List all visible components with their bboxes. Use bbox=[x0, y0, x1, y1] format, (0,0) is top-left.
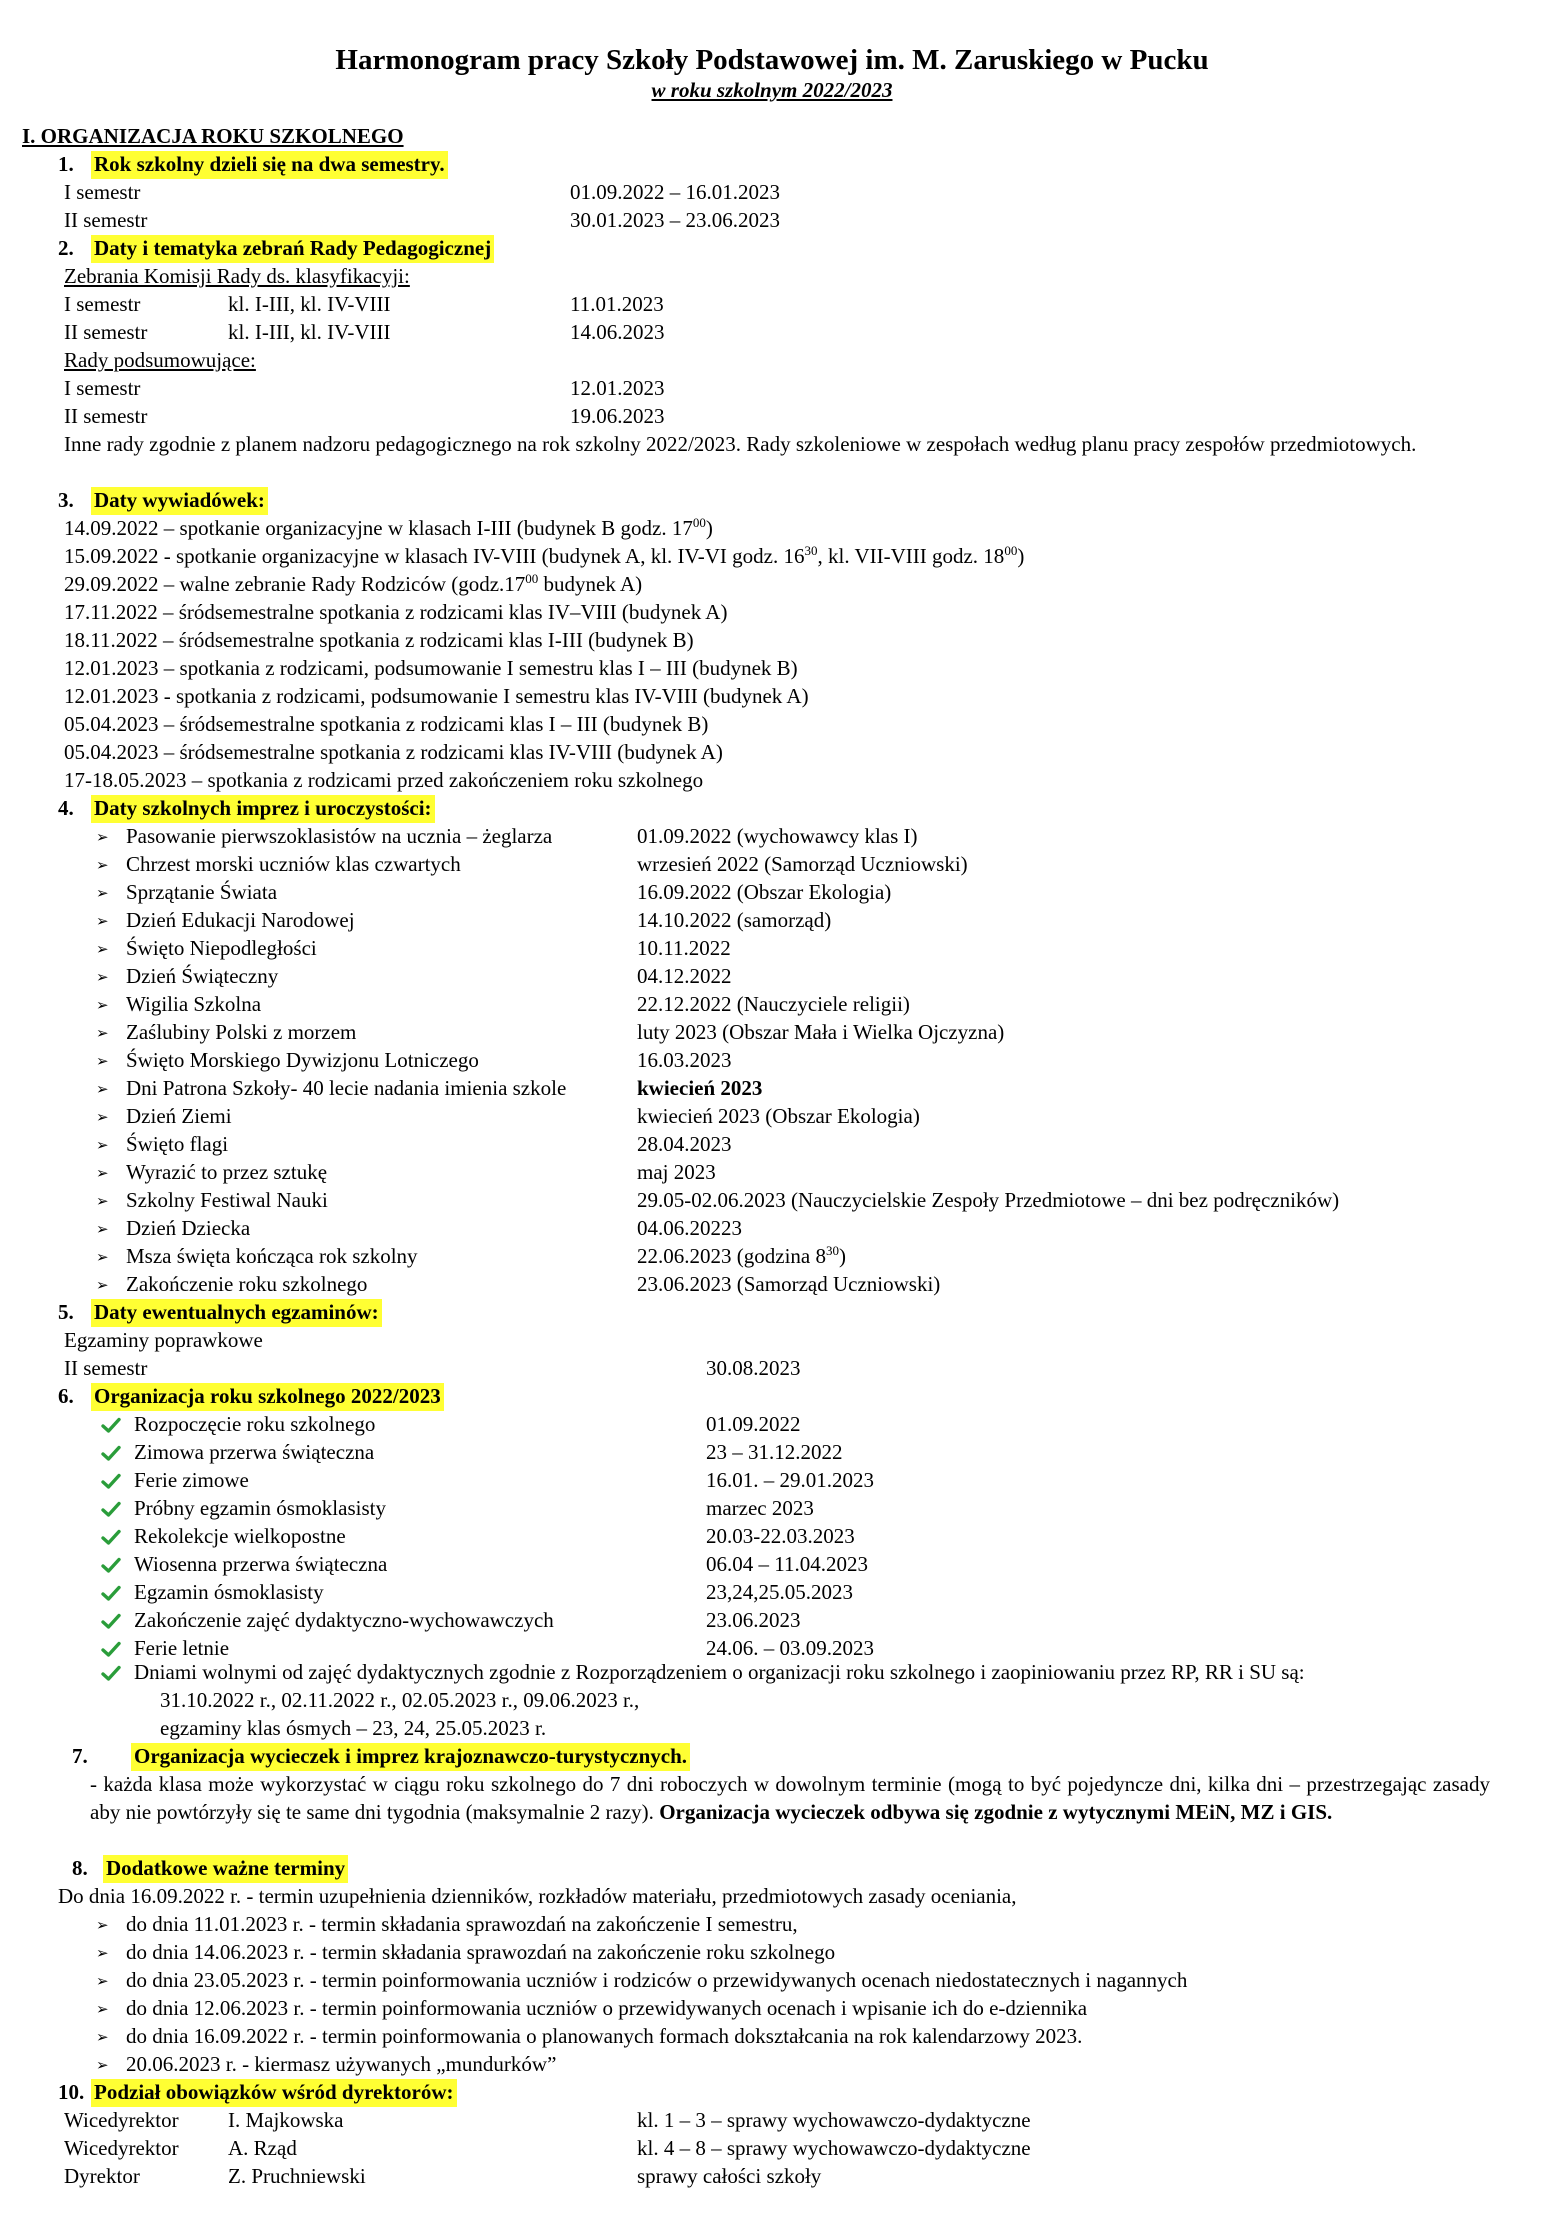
year-item-date: 24.06. – 03.09.2023 bbox=[706, 1636, 874, 1660]
event-date: 10.11.2022 bbox=[637, 936, 731, 960]
duty-scope: kl. 1 – 3 – sprawy wychowawczo-dydaktyczne bbox=[637, 2108, 1031, 2132]
deadline-item: do dnia 23.05.2023 r. - termin poinformowania uczniów i rodziców o przewidywanych ocenach niedostatecznych i nagannych bbox=[126, 1968, 1188, 1992]
check-icon bbox=[101, 1527, 121, 1547]
event-name: Szkolny Festiwal Nauki bbox=[126, 1188, 328, 1212]
arrow-icon: ➢ bbox=[96, 858, 109, 874]
deadlines-intro: Do dnia 16.09.2022 r. - termin uzupełnienia dzienników, rozkładów materiału, przedmiotowych zasady oceniania, bbox=[58, 1884, 1017, 1908]
year-item-date: 20.03-22.03.2023 bbox=[706, 1524, 855, 1548]
event-date: 28.04.2023 bbox=[637, 1132, 732, 1156]
event-name: Dzień Edukacji Narodowej bbox=[126, 908, 355, 932]
year-item-name: Rozpoczęcie roku szkolnego bbox=[134, 1412, 376, 1436]
deadline-item: 20.06.2023 r. - kiermasz używanych „mundurków” bbox=[126, 2052, 557, 2076]
event-date: 14.10.2022 (samorząd) bbox=[637, 908, 832, 932]
event-name: Sprzątanie Świata bbox=[126, 880, 278, 904]
arrow-icon: ➢ bbox=[96, 1974, 109, 1990]
row-label: II semestr bbox=[64, 208, 148, 232]
subheading-summary: Rady podsumowujące: bbox=[64, 348, 256, 372]
event-date: 16.09.2022 (Obszar Ekologia) bbox=[637, 880, 892, 904]
meeting-item: 14.09.2022 – spotkanie organizacyjne w klasach I-III (budynek B godz. $17^{00}$) bbox=[64, 515, 713, 540]
year-item-name: Wiosenna przerwa świąteczna bbox=[134, 1552, 388, 1576]
year-item-date: marzec 2023 bbox=[706, 1496, 814, 1520]
row-value: 12.01.2023 bbox=[570, 376, 665, 400]
free-days-text: Dniami wolnymi od zajęć dydaktycznych zgodnie z Rozporządzeniem o organizacji roku szkolnego i zaopiniowaniu przez RP, RR i SU są: bbox=[134, 1660, 1305, 1684]
exams-subheading: Egzaminy poprawkowe bbox=[64, 1328, 263, 1352]
event-date: luty 2023 (Obszar Mała i Wielka Ojczyzna) bbox=[637, 1020, 1005, 1044]
heading-number: 2. bbox=[58, 236, 74, 260]
duty-name: A. Rząd bbox=[228, 2136, 297, 2160]
row-label: I semestr bbox=[64, 180, 141, 204]
arrow-icon: ➢ bbox=[96, 1082, 109, 1098]
heading-events: Daty szkolnych imprez i uroczystości: bbox=[91, 795, 435, 823]
check-icon bbox=[101, 1663, 121, 1683]
year-item-date: 23.06.2023 bbox=[706, 1608, 801, 1632]
row-label: I semestr bbox=[64, 376, 141, 400]
arrow-icon: ➢ bbox=[96, 1026, 109, 1042]
year-item-name: Egzamin ósmoklasisty bbox=[134, 1580, 324, 1604]
event-name: Wigilia Szkolna bbox=[126, 992, 262, 1016]
heading-number: 6. bbox=[58, 1384, 74, 1408]
arrow-icon: ➢ bbox=[96, 1138, 109, 1154]
arrow-icon: ➢ bbox=[96, 998, 109, 1014]
document-subtitle: w roku szkolnym 2022/2023 bbox=[651, 78, 893, 102]
arrow-icon: ➢ bbox=[96, 1110, 109, 1126]
row-value: 30.08.2023 bbox=[706, 1356, 801, 1380]
arrow-icon: ➢ bbox=[96, 1054, 109, 1070]
row-label: II semestr bbox=[64, 1356, 148, 1380]
duty-scope: kl. 4 – 8 – sprawy wychowawczo-dydaktyczne bbox=[637, 2136, 1031, 2160]
arrow-icon: ➢ bbox=[96, 830, 109, 846]
arrow-icon: ➢ bbox=[96, 1250, 109, 1266]
document-title: Harmonogram pracy Szkoły Podstawowej im. M. Zaruskiego w Pucku bbox=[335, 44, 1209, 76]
heading-year-organization: Organizacja roku szkolnego 2022/2023 bbox=[91, 1383, 444, 1411]
year-item-name: Zakończenie zajęć dydaktyczno-wychowawczych bbox=[134, 1608, 554, 1632]
event-name: Zaślubiny Polski z morzem bbox=[126, 1020, 357, 1044]
event-name: Święto flagi bbox=[126, 1132, 229, 1156]
deadline-item: do dnia 11.01.2023 r. - termin składania sprawozdań na zakończenie I semestru, bbox=[126, 1912, 798, 1936]
duty-role: Dyrektor bbox=[64, 2164, 140, 2188]
check-icon bbox=[101, 1555, 121, 1575]
heading-number: 8. bbox=[72, 1856, 88, 1880]
arrow-icon: ➢ bbox=[96, 1946, 109, 1962]
event-date: 04.06.20223 bbox=[637, 1216, 742, 1240]
event-date-text: ) bbox=[838, 1244, 846, 1268]
event-name: Dzień Dziecka bbox=[126, 1216, 251, 1240]
event-date: kwiecień 2023 bbox=[637, 1076, 763, 1100]
event-name: Dni Patrona Szkoły- 40 lecie nadania imienia szkole bbox=[126, 1076, 567, 1100]
check-icon bbox=[101, 1415, 121, 1435]
duty-scope: sprawy całości szkoły bbox=[637, 2164, 822, 2188]
row-value: 11.01.2023 bbox=[570, 292, 664, 316]
year-item-date: 23,24,25.05.2023 bbox=[706, 1580, 853, 1604]
event-date: 16.03.2023 bbox=[637, 1048, 732, 1072]
heading-trips: Organizacja wycieczek i imprez krajoznawczo-turystycznych. bbox=[131, 1743, 690, 1771]
check-icon bbox=[101, 1611, 121, 1631]
event-date: 22.12.2022 (Nauczyciele religii) bbox=[637, 992, 910, 1016]
event-date: 01.09.2022 (wychowawcy klas I) bbox=[637, 824, 918, 848]
event-name: Dzień Świąteczny bbox=[126, 964, 279, 988]
arrow-icon: ➢ bbox=[96, 1278, 109, 1294]
arrow-icon: ➢ bbox=[96, 2002, 109, 2018]
event-name: Wyrazić to przez sztukę bbox=[126, 1160, 328, 1184]
heading-number: 4. bbox=[58, 796, 74, 820]
heading-deadlines: Dodatkowe ważne terminy bbox=[103, 1855, 348, 1883]
arrow-icon: ➢ bbox=[96, 1222, 109, 1238]
heading-number: 3. bbox=[58, 488, 74, 512]
heading-semesters: Rok szkolny dzieli się na dwa semestry. bbox=[91, 151, 448, 179]
check-icon bbox=[101, 1499, 121, 1519]
free-days-exams: egzaminy klas ósmych – 23, 24, 25.05.2023 r. bbox=[160, 1716, 547, 1740]
row-value: 01.09.2022 – 16.01.2023 bbox=[570, 180, 780, 204]
arrow-icon: ➢ bbox=[96, 970, 109, 986]
arrow-icon: ➢ bbox=[96, 1194, 109, 1210]
arrow-icon: ➢ bbox=[96, 886, 109, 902]
year-item-date: 06.04 – 11.04.2023 bbox=[706, 1552, 868, 1576]
trips-text: - każda klasa może wykorzystać w ciągu roku szkolnego do 7 dni roboczych w dowolnym terminie (mogą to być pojedyncze dni, kilka dni – przestrzegając zasady aby nie powtórzyły się te same dni tygodnia (maksymalnie 2 razy). Organizacja wycieczek odbywa się zgodnie z wytycznymi MEiN, MZ i GIS. bbox=[90, 1772, 1490, 1824]
event-date: 04.12.2022 bbox=[637, 964, 732, 988]
check-icon bbox=[101, 1471, 121, 1491]
year-item-name: Rekolekcje wielkopostne bbox=[134, 1524, 346, 1548]
event-date bbox=[637, 1243, 846, 1271]
event-date: kwiecień 2023 (Obszar Ekologia) bbox=[637, 1104, 920, 1128]
heading-council: Daty i tematyka zebrań Rady Pedagogicznej bbox=[91, 235, 494, 263]
heading-number: 5. bbox=[58, 1300, 74, 1324]
arrow-icon: ➢ bbox=[96, 942, 109, 958]
arrow-icon: ➢ bbox=[96, 2030, 109, 2046]
check-icon bbox=[101, 1443, 121, 1463]
meeting-item: 15.09.2022 - spotkanie organizacyjne w klasach IV-VIII (budynek A, kl. IV-VI godz. $16^{30}$, kl. VII-VIII godz. $18^{00}$) bbox=[64, 543, 1025, 568]
row-classes: kl. I-III, kl. IV-VIII bbox=[228, 320, 391, 344]
duty-name: I. Majkowska bbox=[228, 2108, 344, 2132]
event-date: 29.05-02.06.2023 (Nauczycielskie Zespoły Przedmiotowe – dni bez podręczników) bbox=[637, 1188, 1340, 1212]
heading-duties: Podział obowiązków wśród dyrektorów: bbox=[91, 2079, 457, 2107]
section-title: I. ORGANIZACJA ROKU SZKOLNEGO bbox=[22, 124, 404, 148]
arrow-icon: ➢ bbox=[96, 1166, 109, 1182]
row-classes: kl. I-III, kl. IV-VIII bbox=[228, 292, 391, 316]
subheading-classification: Zebrania Komisji Rady ds. klasyfikacyji: bbox=[64, 264, 410, 288]
duty-role: Wicedyrektor bbox=[64, 2108, 179, 2132]
event-name: Dzień Ziemi bbox=[126, 1104, 232, 1128]
event-name: Zakończenie roku szkolnego bbox=[126, 1272, 368, 1296]
meeting-item: 12.01.2023 - spotkania z rodzicami, podsumowanie I semestru klas IV-VIII (budynek A) bbox=[64, 684, 809, 708]
duty-role: Wicedyrektor bbox=[64, 2136, 179, 2160]
year-item-name: Zimowa przerwa świąteczna bbox=[134, 1440, 375, 1464]
row-value: 19.06.2023 bbox=[570, 404, 665, 428]
deadline-item: do dnia 14.06.2023 r. - termin składania sprawozdań na zakończenie roku szkolnego bbox=[126, 1940, 836, 1964]
heading-meetings: Daty wywiadówek: bbox=[91, 487, 268, 515]
check-icon bbox=[101, 1639, 121, 1659]
row-label: I semestr bbox=[64, 292, 141, 316]
deadline-item: do dnia 12.06.2023 r. - termin poinformowania uczniów o przewidywanych ocenach i wpisanie ich do e-dziennika bbox=[126, 1996, 1088, 2020]
arrow-icon: ➢ bbox=[96, 2058, 109, 2074]
meeting-item: 05.04.2023 – śródsemestralne spotkania z rodzicami klas IV-VIII (budynek A) bbox=[64, 740, 723, 764]
meeting-item: 18.11.2022 – śródsemestralne spotkania z rodzicami klas I-III (budynek B) bbox=[64, 628, 694, 652]
meeting-item: 17.11.2022 – śródsemestralne spotkania z rodzicami klas IV–VIII (budynek A) bbox=[64, 600, 728, 624]
event-name: Pasowanie pierwszoklasistów na ucznia – żeglarza bbox=[126, 824, 553, 848]
meeting-item: 05.04.2023 – śródsemestralne spotkania z rodzicami klas I – III (budynek B) bbox=[64, 712, 709, 736]
event-date: wrzesień 2022 (Samorząd Uczniowski) bbox=[637, 852, 968, 876]
row-value: 30.01.2023 – 23.06.2023 bbox=[570, 208, 780, 232]
event-date-text: 22.06.2023 (godzina 8 bbox=[637, 1244, 826, 1268]
year-item-date: 16.01. – 29.01.2023 bbox=[706, 1468, 874, 1492]
heading-exams: Daty ewentualnych egzaminów: bbox=[91, 1299, 382, 1327]
row-label: II semestr bbox=[64, 404, 148, 428]
event-name: Chrzest morski uczniów klas czwartych bbox=[126, 852, 461, 876]
heading-number: 1. bbox=[58, 152, 74, 176]
meeting-item: 29.09.2022 – walne zebranie Rady Rodziców ($godz.17^{00}$ budynek A) bbox=[64, 571, 643, 596]
heading-number: 10. bbox=[58, 2080, 85, 2104]
meeting-item: 12.01.2023 – spotkania z rodzicami, podsumowanie I semestru klas I – III (budynek B) bbox=[64, 656, 798, 680]
event-name: Święto Niepodległości bbox=[126, 936, 317, 960]
check-icon bbox=[101, 1583, 121, 1603]
year-item-name: Ferie letnie bbox=[134, 1636, 230, 1660]
free-days-dates: 31.10.2022 r., 02.11.2022 r., 02.05.2023 r., 09.06.2023 r., bbox=[160, 1688, 640, 1712]
council-note: Inne rady zgodnie z planem nadzoru pedagogicznego na rok szkolny 2022/2023. Rady szkoleniowe w zespołach według planu pracy zespołów przedmiotowych. bbox=[64, 432, 1417, 456]
duty-name: Z. Pruchniewski bbox=[228, 2164, 366, 2188]
arrow-icon: ➢ bbox=[96, 914, 109, 930]
event-date: 23.06.2023 (Samorząd Uczniowski) bbox=[637, 1272, 941, 1296]
event-date-sup: 30 bbox=[825, 1243, 839, 1258]
event-date: maj 2023 bbox=[637, 1160, 716, 1184]
meeting-item: 17-18.05.2023 – spotkania z rodzicami przed zakończeniem roku szkolnego bbox=[64, 768, 704, 792]
event-name: Msza święta kończąca rok szkolny bbox=[126, 1244, 418, 1268]
deadline-item: do dnia 16.09.2022 r. - termin poinformowania o planowanych formach dokształcania na rok kalendarzowy 2023. bbox=[126, 2024, 1083, 2048]
heading-number: 7. bbox=[72, 1744, 88, 1768]
year-item-name: Ferie zimowe bbox=[134, 1468, 249, 1492]
row-value: 14.06.2023 bbox=[570, 320, 665, 344]
year-item-date: 01.09.2022 bbox=[706, 1412, 801, 1436]
arrow-icon: ➢ bbox=[96, 1918, 109, 1934]
row-label: II semestr bbox=[64, 320, 148, 344]
event-name: Święto Morskiego Dywizjonu Lotniczego bbox=[126, 1048, 479, 1072]
year-item-name: Próbny egzamin ósmoklasisty bbox=[134, 1496, 386, 1520]
year-item-date: 23 – 31.12.2022 bbox=[706, 1440, 843, 1464]
